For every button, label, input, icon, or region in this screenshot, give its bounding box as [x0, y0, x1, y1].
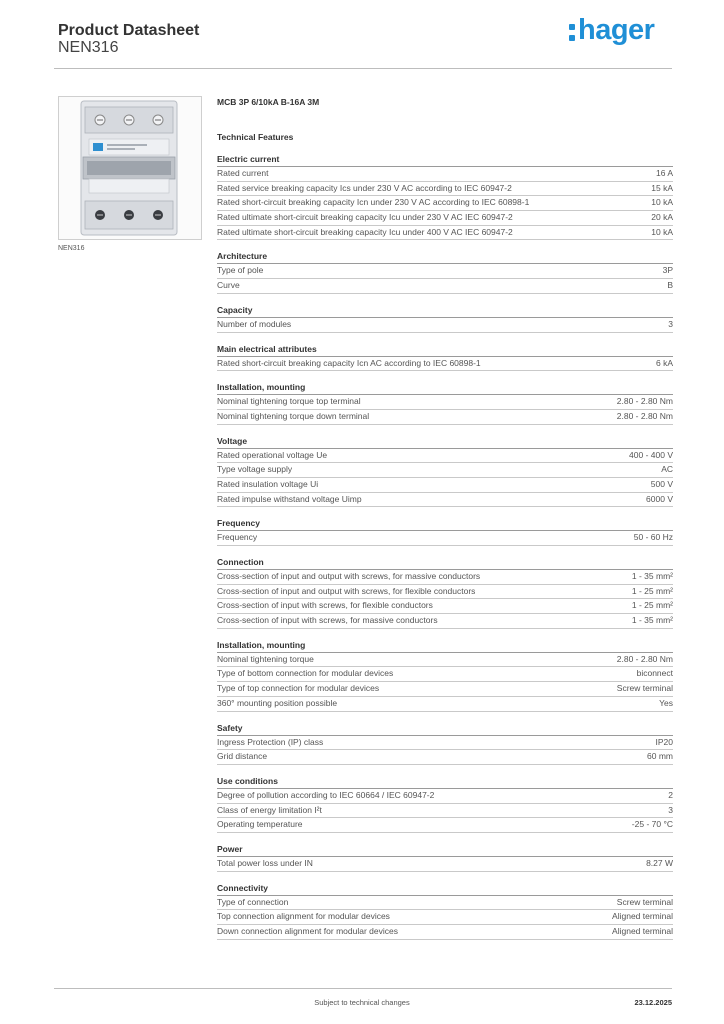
feature-section — [217, 882, 673, 940]
page-title: Product Datasheet — [58, 22, 200, 39]
product-reference: NEN316 — [58, 39, 119, 56]
feature-row — [217, 857, 673, 872]
feature-label: Rated short-circuit breaking capacity Icn AC according to IEC 60898-1 — [217, 357, 481, 368]
feature-value: 50 - 60 Hz — [633, 532, 673, 543]
section-title: Installation, mounting — [217, 639, 673, 653]
feature-label: Type of pole — [217, 265, 264, 276]
feature-label: Grid distance — [217, 751, 268, 762]
footer-note: Subject to technical changes — [314, 998, 410, 1007]
feature-value: 2.80 - 2.80 Nm — [616, 653, 673, 664]
feature-section — [217, 517, 673, 546]
feature-value: 500 V — [650, 478, 673, 489]
feature-row — [217, 818, 673, 833]
feature-label: Cross-section of input and output with screws, for flexible conductors — [217, 585, 476, 596]
feature-row — [217, 478, 673, 493]
feature-label: Rated short-circuit breaking capacity Icn under 230 V AC according to IEC 60898-1 — [217, 197, 530, 208]
feature-value: 8.27 W — [646, 857, 673, 868]
feature-row — [217, 196, 673, 211]
circuit-breaker-icon — [59, 97, 201, 239]
feature-label: Rated insulation voltage Ui — [217, 478, 319, 489]
feature-value: 6000 V — [646, 493, 673, 504]
feature-section — [217, 153, 673, 240]
image-caption: NEN316 — [58, 245, 85, 252]
feature-label: Degree of pollution according to IEC 60664 / IEC 60947-2 — [217, 789, 435, 800]
footer-divider — [54, 988, 672, 989]
feature-row — [217, 750, 673, 765]
header-divider — [54, 68, 672, 69]
feature-row — [217, 318, 673, 333]
feature-value: 16 A — [655, 168, 673, 178]
feature-value: 2.80 - 2.80 Nm — [616, 396, 673, 407]
section-title: Safety — [217, 722, 673, 736]
feature-value: 3 — [668, 318, 673, 329]
feature-row — [217, 279, 673, 294]
feature-section — [217, 775, 673, 833]
logo-dots-icon — [569, 24, 576, 44]
product-image — [58, 96, 202, 240]
feature-label: Nominal tightening torque down terminal — [217, 410, 370, 421]
product-title: MCB 3P 6/10kA B-16A 3M — [217, 97, 320, 107]
feature-label: Rated service breaking capacity Ics under 230 V AC according to IEC 60947-2 — [217, 182, 512, 193]
feature-label: Number of modules — [217, 318, 292, 329]
feature-section — [217, 556, 673, 629]
feature-label: Rated ultimate short-circuit breaking capacity Icu under 400 V AC IEC 60947-2 — [217, 226, 513, 237]
feature-row — [217, 410, 673, 425]
feature-label: Frequency — [217, 532, 258, 543]
section-title: Connectivity — [217, 882, 673, 896]
feature-row — [217, 463, 673, 478]
feature-label: Rated operational voltage Ue — [217, 449, 328, 460]
feature-row — [217, 570, 673, 585]
feature-label: Ingress Protection (IP) class — [217, 736, 324, 747]
feature-row — [217, 395, 673, 410]
feature-value: 60 mm — [647, 751, 673, 762]
section-title: Installation, mounting — [217, 381, 673, 395]
feature-value: 1 - 35 mm² — [631, 615, 673, 626]
feature-row — [217, 264, 673, 279]
feature-value: 1 - 25 mm² — [631, 600, 673, 611]
feature-value: 3 — [668, 804, 673, 815]
page-header — [0, 0, 724, 70]
feature-label: Cross-section of input with screws, for flexible conductors — [217, 600, 433, 611]
section-title: Power — [217, 843, 673, 857]
feature-row — [217, 910, 673, 925]
technical-content — [217, 95, 673, 940]
feature-row — [217, 653, 673, 668]
feature-label: Rated impulse withstand voltage Uimp — [217, 493, 362, 504]
section-title: Architecture — [217, 250, 673, 264]
section-title: Main electrical attributes — [217, 343, 673, 357]
feature-section — [217, 843, 673, 872]
feature-label: Cross-section of input and output with screws, for massive conductors — [217, 571, 481, 581]
feature-row — [217, 896, 673, 911]
feature-label: Type voltage supply — [217, 464, 293, 475]
feature-label: Curve — [217, 280, 240, 291]
feature-label: Type of bottom connection for modular devices — [217, 668, 394, 679]
feature-section — [217, 722, 673, 765]
feature-value: -25 - 70 °C — [631, 819, 673, 830]
feature-value: Aligned terminal — [612, 926, 673, 936]
feature-value: 2.80 - 2.80 Nm — [616, 410, 673, 421]
feature-row — [217, 211, 673, 226]
feature-row — [217, 614, 673, 629]
feature-value: 400 - 400 V — [629, 449, 673, 460]
feature-row — [217, 585, 673, 600]
feature-label: Top connection alignment for modular devices — [217, 911, 390, 922]
feature-section — [217, 304, 673, 333]
hager-logo: hager — [578, 14, 655, 46]
section-title: Capacity — [217, 304, 673, 318]
feature-label: Total power loss under IN — [217, 857, 313, 868]
feature-label: Rated current — [217, 168, 269, 178]
section-title: Connection — [217, 556, 673, 570]
feature-value: IP20 — [655, 736, 673, 747]
section-title: Electric current — [217, 153, 673, 167]
feature-row — [217, 167, 673, 182]
feature-row — [217, 493, 673, 508]
feature-value: AC — [661, 464, 673, 475]
feature-value: Aligned terminal — [612, 911, 673, 922]
feature-row — [217, 736, 673, 751]
feature-section — [217, 250, 673, 293]
feature-section — [217, 343, 673, 372]
feature-value: 3P — [662, 265, 673, 276]
feature-label: Type of connection — [217, 896, 289, 907]
feature-row — [217, 599, 673, 614]
feature-row — [217, 667, 673, 682]
footer-date: 23.12.2025 — [634, 998, 672, 1007]
feature-row — [217, 789, 673, 804]
feature-value: 10 kA — [651, 226, 673, 237]
section-title: Use conditions — [217, 775, 673, 789]
feature-value: 10 kA — [651, 197, 673, 208]
feature-value: Yes — [659, 697, 673, 708]
section-title: Voltage — [217, 435, 673, 449]
feature-row — [217, 226, 673, 241]
feature-label: Type of top connection for modular devices — [217, 683, 380, 694]
feature-label: Nominal tightening torque — [217, 653, 314, 664]
feature-row — [217, 682, 673, 697]
section-title: Frequency — [217, 517, 673, 531]
feature-value: 1 - 25 mm² — [631, 585, 673, 596]
feature-section — [217, 435, 673, 508]
feature-row — [217, 449, 673, 464]
feature-label: Class of energy limitation I²t — [217, 804, 322, 815]
feature-label: 360° mounting position possible — [217, 697, 338, 708]
feature-row — [217, 531, 673, 546]
feature-sections — [217, 153, 673, 940]
feature-value: 2 — [668, 789, 673, 800]
feature-row — [217, 697, 673, 712]
feature-value: Screw terminal — [616, 896, 673, 907]
feature-value: Screw terminal — [616, 683, 673, 694]
feature-value: 1 - 35 mm² — [631, 571, 673, 581]
feature-value: 15 kA — [651, 182, 673, 193]
feature-label: Nominal tightening torque top terminal — [217, 396, 361, 407]
feature-label: Operating temperature — [217, 819, 303, 830]
feature-label: Cross-section of input with screws, for massive conductors — [217, 615, 438, 626]
feature-label: Rated ultimate short-circuit breaking capacity Icu under 230 V AC IEC 60947-2 — [217, 212, 513, 223]
feature-value: biconnect — [636, 668, 673, 679]
features-heading: Technical Features — [217, 132, 294, 142]
feature-row — [217, 357, 673, 372]
feature-row — [217, 804, 673, 819]
feature-section — [217, 639, 673, 712]
feature-row — [217, 182, 673, 197]
feature-value: 20 kA — [651, 212, 673, 223]
feature-row — [217, 925, 673, 940]
feature-value: B — [667, 280, 673, 291]
feature-label: Down connection alignment for modular devices — [217, 926, 398, 936]
feature-section — [217, 381, 673, 424]
feature-value: 6 kA — [655, 357, 673, 368]
